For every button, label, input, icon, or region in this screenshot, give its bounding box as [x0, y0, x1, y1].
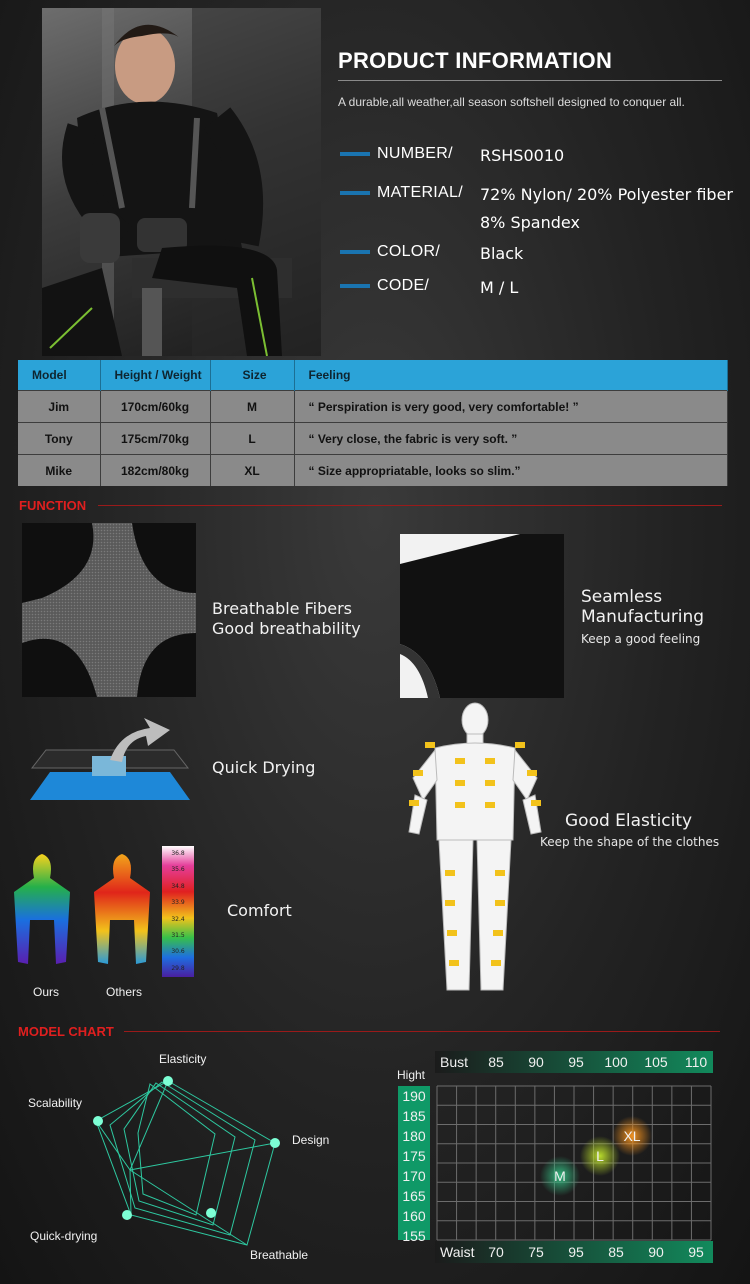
spec-value-color: Black	[480, 244, 524, 263]
height-tick-label: 160	[402, 1208, 426, 1224]
function-title: FUNCTION	[19, 498, 87, 513]
seamless-subtitle: Keep a good feeling	[581, 632, 701, 646]
col-header: Feeling	[294, 360, 728, 391]
table-cell: 182cm/80kg	[100, 455, 210, 487]
radar-label-elasticity: Elasticity	[159, 1052, 207, 1066]
waist-tick-label: 70	[488, 1244, 504, 1260]
breathable-subtitle: Good breathability	[212, 619, 361, 638]
size-point-label: M	[554, 1168, 566, 1184]
height-tick-label: 165	[402, 1188, 426, 1204]
temp-tick: 34.8	[171, 882, 185, 890]
table-cell: L	[210, 423, 294, 455]
size-point-xl	[612, 1116, 652, 1156]
spec-value-material-2: 8% Spandex	[480, 213, 580, 232]
spec-bullet	[340, 284, 370, 288]
size-point-m	[540, 1156, 580, 1196]
model-photo-illustration	[42, 8, 321, 356]
waist-tick-label: 95	[688, 1244, 704, 1260]
table-cell: 175cm/70kg	[100, 423, 210, 455]
size-chart	[395, 1050, 715, 1270]
thermal-ours-label: Ours	[33, 985, 60, 999]
temp-tick: 35.6	[171, 866, 185, 874]
breathable-title: Breathable Fibers	[212, 599, 352, 618]
bust-tick-label: 90	[528, 1054, 544, 1070]
height-tick-label: 190	[402, 1088, 426, 1104]
table-cell: 170cm/60kg	[100, 391, 210, 423]
table-cell: M	[210, 391, 294, 423]
radar-label-scalability: Scalability	[28, 1096, 83, 1110]
spec-bullet	[340, 250, 370, 254]
table-cell: XL	[210, 455, 294, 487]
thermal-others-image	[92, 852, 152, 980]
size-point-label: L	[596, 1148, 604, 1164]
model-table	[18, 360, 728, 486]
table-cell: Tony	[18, 423, 100, 455]
temp-tick: 32.4	[171, 915, 185, 923]
spec-value-code: M / L	[480, 278, 519, 297]
hero-photo	[42, 8, 321, 356]
product-description: A durable,all weather,all season softshell designed to conquer all.	[338, 95, 685, 109]
bust-tick-label: 100	[604, 1054, 628, 1070]
comfort-label: Comfort	[227, 901, 292, 920]
seamless-fabric-image	[400, 534, 564, 698]
fabric-closeup-image	[22, 523, 196, 697]
model-chart-title: MODEL CHART	[18, 1024, 114, 1039]
waist-axis-label: Waist	[440, 1244, 475, 1260]
col-header: Model	[18, 360, 100, 391]
size-point-label: XL	[623, 1128, 641, 1144]
temp-tick: 36.8	[171, 850, 185, 857]
height-tick-label: 170	[402, 1168, 426, 1184]
table-cell: “ Perspiration is very good, very comfortable! ”	[294, 391, 728, 423]
spec-label-material: MATERIAL/	[377, 184, 463, 201]
height-tick-label: 180	[402, 1128, 426, 1144]
divider	[124, 1031, 720, 1032]
waist-tick-label: 75	[528, 1244, 544, 1260]
height-tick-label: 175	[402, 1148, 426, 1164]
col-header: Height / Weight	[100, 360, 210, 391]
temp-tick: 30.6	[171, 948, 185, 956]
spec-label-color: COLOR/	[377, 243, 441, 260]
height-axis-label: Hight	[397, 1068, 426, 1082]
elasticity-subtitle: Keep the shape of the clothes	[540, 835, 720, 849]
spec-label-code: CODE/	[377, 277, 430, 294]
temp-tick: 33.9	[171, 899, 185, 907]
waist-tick-label: 85	[608, 1244, 624, 1260]
radar-label-design: Design	[292, 1133, 330, 1147]
table-cell: Mike	[18, 455, 100, 487]
bust-axis-label: Bust	[440, 1054, 469, 1070]
quick-drying-label: Quick Drying	[212, 758, 316, 777]
divider	[338, 80, 722, 81]
height-tick-label: 185	[402, 1108, 426, 1124]
radar-label-breathable: Breathable	[250, 1248, 309, 1262]
elasticity-title: Good Elasticity	[565, 811, 693, 831]
bust-tick-label: 110	[684, 1054, 708, 1070]
elasticity-body-illustration	[405, 700, 545, 995]
thermal-ours-image	[12, 852, 72, 980]
spec-bullet	[340, 152, 370, 156]
radar-label-quick-drying: Quick-drying	[30, 1229, 98, 1243]
temp-tick: 29.8	[171, 964, 185, 972]
spec-bullet	[340, 191, 370, 195]
seamless-title-2: Manufacturing	[581, 607, 705, 627]
radar-chart	[90, 1070, 290, 1250]
bust-tick-label: 85	[488, 1054, 504, 1070]
temperature-scale	[162, 846, 194, 977]
waist-tick-label: 95	[568, 1244, 584, 1260]
product-info-title: PRODUCT INFORMATION	[338, 48, 613, 73]
spec-label-number: NUMBER/	[377, 145, 453, 162]
table-row	[18, 391, 728, 423]
height-tick-label: 155	[402, 1228, 426, 1244]
table-cell: “ Very close, the fabric is very soft. ”	[294, 423, 728, 455]
seamless-title-1: Seamless	[581, 587, 663, 607]
table-row	[18, 423, 728, 455]
waist-tick-label: 90	[648, 1244, 664, 1260]
temp-tick: 31.5	[171, 932, 185, 940]
table-cell: Jim	[18, 391, 100, 423]
table-row	[18, 455, 728, 487]
quick-drying-icon	[30, 712, 190, 804]
thermal-others-label: Others	[106, 985, 143, 999]
spec-value-material: 72% Nylon/ 20% Polyester fiber	[480, 185, 733, 204]
table-header-row	[18, 360, 728, 391]
col-header: Size	[210, 360, 294, 391]
bust-tick-label: 105	[644, 1054, 668, 1070]
spec-value-number: RSHS0010	[480, 146, 565, 165]
bust-tick-label: 95	[568, 1054, 584, 1070]
table-cell: “ Size appropriatable, looks so slim.”	[294, 455, 728, 487]
divider	[98, 505, 722, 506]
